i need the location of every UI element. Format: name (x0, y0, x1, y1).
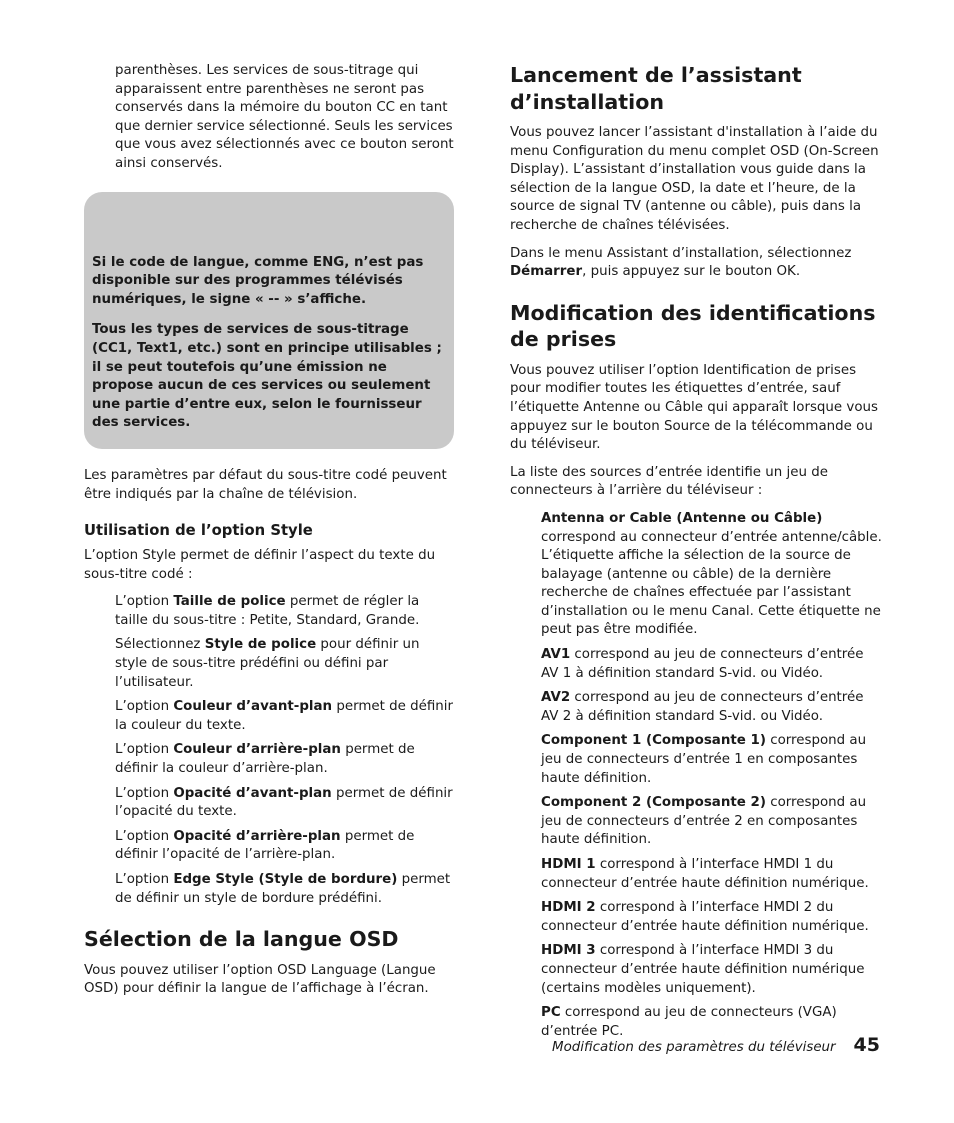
source-item: PC correspond au jeu de connecteurs (VGA) d’entrée PC. (541, 1005, 837, 1039)
page-number: 45 (853, 1034, 880, 1056)
source-item: HDMI 3 correspond à l’interface HMDI 3 du connecteur d’entrée haute définition numérique (certains modèles uniquement). (541, 943, 865, 996)
wizard-heading: Lancement de l’assistant d’installation (510, 63, 802, 114)
page-footer (552, 1034, 880, 1056)
osd-paragraph: Vous pouvez utiliser l’option OSD Language (Langue OSD) pour définir la langue de l’affichage à l’écran. (84, 962, 436, 997)
wizard-paragraph-1: Vous pouvez lancer l’assistant d'installation à l’aide du menu Configuration du menu complet OSD (On-Screen Display). L’assistant d’installation vous guide dans la sélection de la langue OSD, la date et l’heure, de la source de signal TV (antenne ou câble), puis dans la recherche de chaînes télévisées. (510, 125, 879, 233)
ident-paragraph-2: La liste des sources d’entrée identifie un jeu de connecteurs à l’arrière du téléviseur : (510, 464, 828, 499)
style-option-item: L’option Couleur d’arrière-plan permet de définir la couleur d’arrière-plan. (115, 742, 415, 777)
source-item: HDMI 1 correspond à l’interface HMDI 1 du connecteur d’entrée haute définition numérique. (541, 857, 869, 891)
note-paragraph-2: Tous les types de services de sous-titrage (CC1, Text1, etc.) sont en principe utilisables ; il se peut toutefois qu’une émission ne propose aucun de ces services ou seulement une partie d’entre eux, selon le fournisseur des services. (92, 322, 442, 431)
note-paragraph-1: Si le code de langue, comme ENG, n’est pas disponible sur des programmes télévisés numériques, le signe « -- » s’affiche. (92, 254, 424, 307)
source-item: Component 1 (Composante 1) correspond au jeu de connecteurs d’entrée 1 en composantes haute définition. (541, 733, 867, 786)
sources-list (510, 510, 882, 1041)
source-item: AV2 correspond au jeu de connecteurs d’entrée AV 2 à définition standard S-vid. ou Vidéo. (541, 690, 864, 724)
style-option-item: L’option Couleur d’avant-plan permet de définir la couleur du texte. (115, 699, 454, 733)
ident-paragraph-1: Vous pouvez utiliser l’option Identification de prises pour modifier toutes les étiquettes d’entrée, sauf l’étiquette Antenne ou Câble qui apparaît lorsque vous appuyez sur le bouton Source de la télécommande ou du téléviseur. (510, 362, 878, 453)
source-item: Antenna or Cable (Antenne ou Câble) correspond au connecteur d’entrée antenne/câble. L’étiquette affiche la sélection de la source de balayage (antenne ou câble) de la dernière recherche de chaînes effectuée par l’assistant d’installation ou le menu Canal. Cette étiquette ne peut pas être modifiée. (541, 510, 882, 638)
style-option-item: L’option Taille de police permet de régler la taille du sous-titre : Petite, Standard, Grande. (115, 594, 420, 628)
source-item: AV1 correspond au jeu de connecteurs d’entrée AV 1 à définition standard S-vid. ou Vidéo. (541, 647, 864, 681)
footer-title: Modification des paramètres du téléviseur (552, 1040, 836, 1055)
style-option-item: Sélectionnez Style de police pour définir un style de sous-titre prédéfini ou défini par l’utilisateur. (115, 637, 420, 690)
style-intro: L’option Style permet de définir l’aspect du texte du sous-titre codé : (84, 548, 436, 582)
style-option-item: L’option Opacité d’arrière-plan permet de définir l’opacité de l’arrière-plan. (115, 828, 415, 863)
intro-paragraph: parenthèses. Les services de sous-titrage qui apparaissent entre parenthèses ne seront pas conservés dans la mémoire du bouton CC en tant que dernier service sélectionné. Seuls les services que vous avez sélectionnés avec ce bouton seront ainsi conservés. (115, 63, 454, 171)
style-option-item: L’option Opacité d’avant-plan permet de définir l’opacité du texte. (115, 785, 453, 820)
defaults-paragraph: Les paramètres par défaut du sous-titre codé peuvent être indiqués par la chaîne de télévision. (84, 467, 447, 502)
right-column (510, 62, 882, 1041)
style-options-list (84, 593, 454, 908)
source-item: HDMI 2 correspond à l’interface HMDI 2 du connecteur d’entrée haute définition numérique. (541, 900, 869, 934)
style-heading: Utilisation de l’option Style (84, 522, 313, 540)
wizard-paragraph-2: Dans le menu Assistant d’installation, sélectionnez Démarrer, puis appuyez sur le bouton OK. (510, 245, 852, 280)
osd-heading: Sélection de la langue OSD (84, 927, 399, 952)
note-box (84, 192, 454, 449)
ident-heading: Modification des identifications de prises (510, 300, 876, 352)
style-option-item: L’option Edge Style (Style de bordure) permet de définir un style de bordure prédéfini. (115, 872, 451, 906)
left-column (84, 62, 454, 999)
source-item: Component 2 (Composante 2) correspond au jeu de connecteurs d’entrée 2 en composantes haute définition. (541, 795, 867, 848)
